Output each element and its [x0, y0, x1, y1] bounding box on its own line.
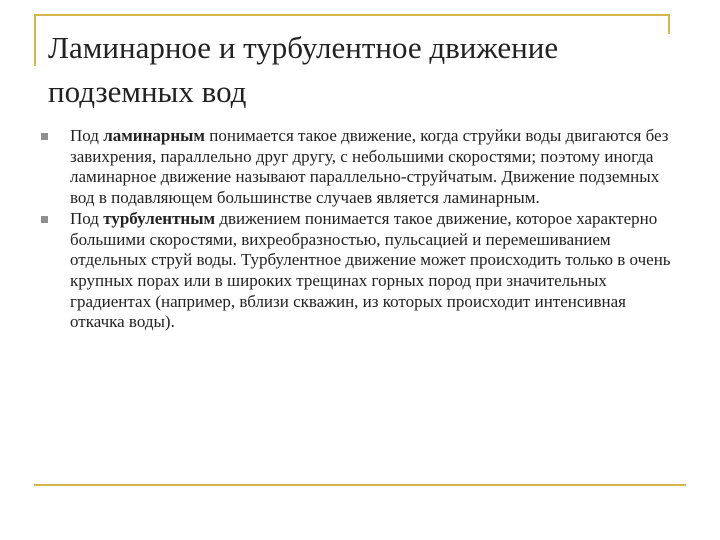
slide-title-line-1: Ламинарное и турбулентное движение [48, 30, 559, 65]
bullet-keyword: турбулентным [103, 208, 216, 228]
bullet-keyword: ламинарным [103, 126, 205, 145]
bullet-text: понимается такое движение, когда струйки воды двигаются без завихрения, параллельно друг другу, с небольшими скоростями; поэтому иногда ламинарное движение называют параллельно-струйчатым. Движение подземных вод в подавляющем большинстве случаев является ламинарным. [70, 126, 669, 208]
frame-left-line [34, 14, 36, 66]
bullet-item-turbulent [40, 209, 680, 333]
bullet-prefix: Под [70, 126, 104, 145]
bullet-prefix: Под [70, 208, 104, 228]
slide-title-line-2: подземных вод [48, 74, 247, 109]
frame-bottom-line [34, 484, 686, 486]
frame-top-line [34, 14, 670, 16]
slide-title [48, 26, 688, 114]
bullet-text: движением понимается такое движение, которое характерно большими скоростями, вихреобразностью, пульсацией и перемешиванием отдельных струй воды. Турбулентное движение может происходить только в очень крупных порах или в широких трещинах горных пород при значительных градиентах (например, вблизи скважин, из которых происходит интенсивная откачка воды). [70, 208, 671, 332]
square-bullet-icon [41, 133, 48, 140]
square-bullet-icon [41, 216, 48, 223]
bullet-item-laminar [40, 126, 680, 209]
bullet-list [40, 126, 680, 333]
